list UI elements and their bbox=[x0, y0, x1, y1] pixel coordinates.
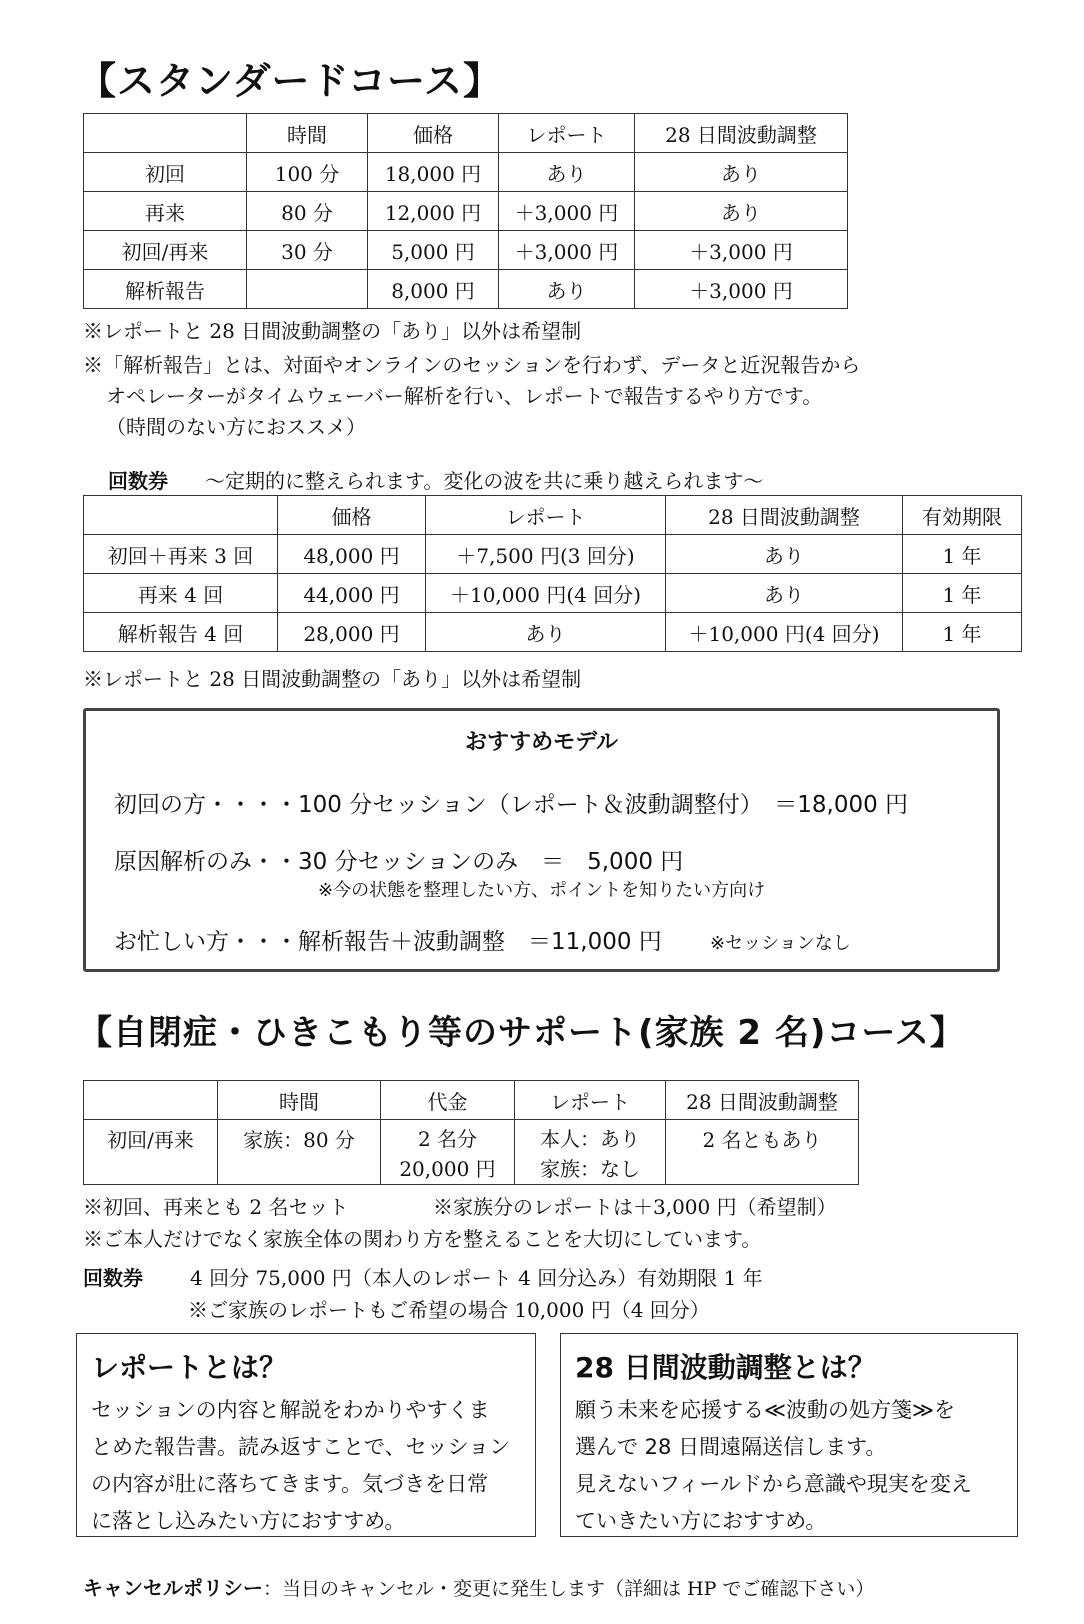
table-cell: あり bbox=[666, 535, 903, 574]
standard-note: （時間のない方におススメ） bbox=[106, 415, 366, 439]
family-note: ※ご本人だけでなく家族全体の関わり方を整えることを大切にしています。 bbox=[83, 1227, 762, 1251]
table-header-cell: 代金 bbox=[381, 1081, 515, 1120]
table-cell: 初回/再来 bbox=[84, 231, 247, 270]
standard-course-title: 【スタンダードコース】 bbox=[78, 59, 503, 103]
cancel-policy-text: ：当日のキャンセル・変更に発生します（詳細は HP でご確認下さい） bbox=[263, 1578, 875, 1600]
adjust-info-title: 28 日間波動調整とは？ bbox=[575, 1351, 876, 1384]
table-cell: 18,000 円 bbox=[368, 153, 499, 192]
table-cell: 28,000 円 bbox=[278, 613, 426, 652]
table-header-cell: 28 日間波動調整 bbox=[666, 496, 903, 535]
ticket-price-table bbox=[83, 495, 1022, 652]
family-price-line: 20,000 円 bbox=[399, 1157, 496, 1181]
table-row bbox=[84, 613, 1022, 652]
table-cell: 1 年 bbox=[903, 574, 1022, 613]
table-row bbox=[84, 153, 848, 192]
adjust-info-line: ていきたい方におすすめ。 bbox=[575, 1509, 827, 1533]
table-row bbox=[84, 231, 848, 270]
table-cell: ＋10,000 円(4 回分) bbox=[426, 574, 666, 613]
table-cell: 初回 bbox=[84, 153, 247, 192]
table-cell: 1 年 bbox=[903, 535, 1022, 574]
recommend-line-busy: お忙しい方・・・解析報告＋波動調整 ＝11,000 円 bbox=[114, 929, 662, 955]
standard-note: ※レポートと 28 日間波動調整の「あり」以外は希望制 bbox=[83, 319, 582, 343]
table-cell: 5,000 円 bbox=[368, 231, 499, 270]
report-info-line: の内容が肚に落ちてきます。気づきを日常 bbox=[91, 1472, 489, 1496]
table-cell: 解析報告 bbox=[84, 270, 247, 309]
ticket-tagline: 〜定期的に整えられます。変化の波を共に乗り越えられます〜 bbox=[205, 469, 764, 493]
table-cell: 解析報告 4 回 bbox=[84, 613, 278, 652]
table-header-cell: 価格 bbox=[368, 114, 499, 153]
table-cell bbox=[515, 1120, 666, 1185]
family-course-title: 【自閉症・ひきこもり等のサポート(家族 2 名)コース】 bbox=[78, 1013, 965, 1053]
table-header-cell bbox=[84, 114, 247, 153]
table-cell: 1 年 bbox=[903, 613, 1022, 652]
table-cell: 80 分 bbox=[247, 192, 368, 231]
table-cell: あり bbox=[499, 153, 635, 192]
family-note: ※初回、再来とも 2 名セット bbox=[83, 1195, 349, 1219]
report-info-box bbox=[76, 1333, 536, 1537]
table-header-cell: 28 日間波動調整 bbox=[666, 1081, 859, 1120]
table-cell bbox=[247, 270, 368, 309]
family-ticket-sub: ※ご家族のレポートもご希望の場合 10,000 円（4 回分） bbox=[188, 1298, 710, 1322]
table-row bbox=[84, 270, 848, 309]
table-cell: ＋3,000 円 bbox=[499, 231, 635, 270]
report-info-line: とめた報告書。読み返すことで、セッション bbox=[91, 1435, 511, 1459]
table-cell: 100 分 bbox=[247, 153, 368, 192]
ticket-note: ※レポートと 28 日間波動調整の「あり」以外は希望制 bbox=[83, 667, 582, 691]
family-price-line: 2 名分 bbox=[417, 1127, 478, 1151]
family-report-line: 家族：なし bbox=[540, 1157, 640, 1181]
table-cell: 30 分 bbox=[247, 231, 368, 270]
family-report-line: 本人：あり bbox=[540, 1127, 640, 1151]
adjust-info-box bbox=[560, 1333, 1018, 1537]
table-header-row bbox=[84, 114, 848, 153]
cancel-policy bbox=[83, 1572, 874, 1601]
table-cell: 44,000 円 bbox=[278, 574, 426, 613]
table-cell: あり bbox=[635, 153, 848, 192]
table-cell: 初回/再来 bbox=[84, 1120, 218, 1185]
table-cell: ＋3,000 円 bbox=[635, 270, 848, 309]
adjust-info-line: 願う未来を応援する≪波動の処方箋≫を bbox=[575, 1398, 955, 1422]
table-cell: あり bbox=[426, 613, 666, 652]
table-header-cell: 時間 bbox=[247, 114, 368, 153]
table-row bbox=[84, 535, 1022, 574]
table-cell: 8,000 円 bbox=[368, 270, 499, 309]
report-info-line: セッションの内容と解説をわかりやすくま bbox=[91, 1398, 490, 1422]
standard-note: ※「解析報告」とは、対面やオンラインのセッションを行わず、データと近況報告から bbox=[83, 353, 861, 377]
recommend-line-cause-analysis-note: ※今の状態を整理したい方、ポイントを知りたい方向け bbox=[318, 880, 766, 901]
table-cell: あり bbox=[666, 574, 903, 613]
table-cell: 再来 4 回 bbox=[84, 574, 278, 613]
table-cell: 2 名ともあり bbox=[666, 1120, 859, 1185]
table-header-cell bbox=[84, 496, 278, 535]
table-cell: 12,000 円 bbox=[368, 192, 499, 231]
family-ticket-label: 回数券 bbox=[83, 1266, 143, 1290]
table-cell: あり bbox=[499, 270, 635, 309]
table-header-row bbox=[84, 1081, 859, 1120]
table-header-cell: 価格 bbox=[278, 496, 426, 535]
table-cell: ＋10,000 円(4 回分) bbox=[666, 613, 903, 652]
table-header-cell: 有効期限 bbox=[903, 496, 1022, 535]
table-header-row bbox=[84, 496, 1022, 535]
recommend-line-first-visit: 初回の方・・・・100 分セッション（レポート＆波動調整付） ＝18,000 円 bbox=[114, 792, 909, 818]
table-row bbox=[84, 192, 848, 231]
table-cell: 初回＋再来 3 回 bbox=[84, 535, 278, 574]
table-cell: ＋3,000 円 bbox=[635, 231, 848, 270]
family-ticket-text: 4 回分 75,000 円（本人のレポート 4 回分込み）有効期限 1 年 bbox=[190, 1266, 763, 1290]
table-cell: ＋3,000 円 bbox=[499, 192, 635, 231]
standard-price-table bbox=[83, 113, 848, 309]
table-row bbox=[84, 1120, 859, 1185]
recommend-box bbox=[83, 708, 1000, 972]
report-info-line: に落とし込みたい方におすすめ。 bbox=[91, 1509, 406, 1533]
family-price-table bbox=[83, 1080, 859, 1185]
table-cell: あり bbox=[635, 192, 848, 231]
ticket-label: 回数券 bbox=[108, 469, 168, 493]
table-header-cell: 時間 bbox=[218, 1081, 381, 1120]
table-cell: 家族：80 分 bbox=[218, 1120, 381, 1185]
recommend-line-cause-analysis: 原因解析のみ・・30 分セッションのみ ＝ 5,000 円 bbox=[114, 849, 684, 875]
report-info-title: レポートとは？ bbox=[91, 1351, 288, 1384]
recommend-title: おすすめモデル bbox=[464, 730, 619, 755]
standard-note: オペレーターがタイムウェーバー解析を行い、レポートで報告するやり方です。 bbox=[106, 384, 823, 408]
table-header-cell bbox=[84, 1081, 218, 1120]
adjust-info-line: 選んで 28 日間遠隔送信します。 bbox=[575, 1435, 887, 1459]
table-cell bbox=[381, 1120, 515, 1185]
adjust-info-line: 見えないフィールドから意識や現実を変え bbox=[575, 1472, 972, 1496]
table-cell: 再来 bbox=[84, 192, 247, 231]
table-header-cell: 28 日間波動調整 bbox=[635, 114, 848, 153]
table-row bbox=[84, 574, 1022, 613]
table-header-cell: レポート bbox=[515, 1081, 666, 1120]
cancel-policy-label: キャンセルポリシー bbox=[83, 1576, 263, 1600]
recommend-line-busy-note: ※セッションなし bbox=[710, 933, 851, 954]
table-cell: 48,000 円 bbox=[278, 535, 426, 574]
table-header-cell: レポート bbox=[499, 114, 635, 153]
table-cell: ＋7,500 円(3 回分) bbox=[426, 535, 666, 574]
family-note: ※家族分のレポートは＋3,000 円（希望制） bbox=[433, 1195, 837, 1219]
table-header-cell: レポート bbox=[426, 496, 666, 535]
